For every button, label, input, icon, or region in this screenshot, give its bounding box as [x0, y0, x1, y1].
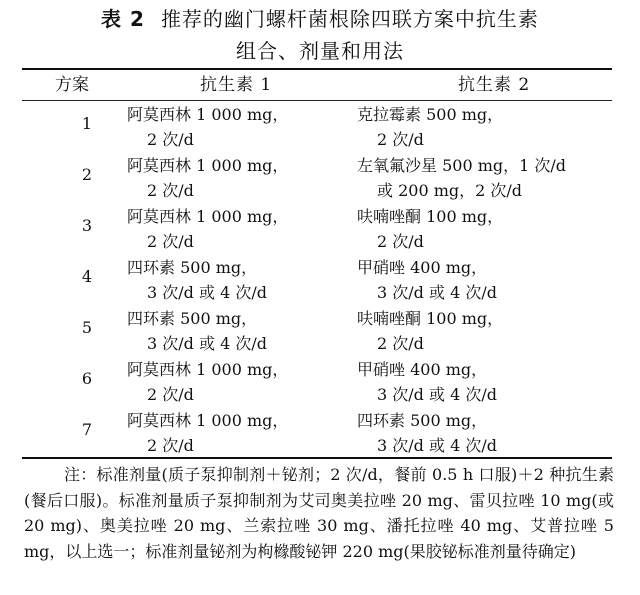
table-number: 表 2 — [101, 7, 145, 31]
dose-line: 呋喃唑酮 100 mg， — [357, 207, 504, 226]
scheme-number: 3 — [81, 216, 93, 235]
scheme-number: 6 — [81, 369, 93, 388]
frequency-line: 2 次/d — [377, 232, 424, 251]
dose-line: 阿莫西林 1 000 mg， — [127, 156, 289, 175]
footnote-text: 注：标准剂量(质子泵抑制剂＋铋剂；2 次/d，餐前 0.5 h 口服)＋2 种抗生素(餐后口服)。标准剂量质子泵抑制剂为艾司奥美拉唑 20 mg、雷贝拉唑 10 mg(或 20 mg)、奥美拉唑 20 mg、兰索拉唑 30 mg、潘托拉唑 40 mg、艾普拉唑 5 mg，以上选一；标准剂量铋剂为枸橼酸铋钾 220 mg(果胶铋标准剂量待确定) — [24, 465, 614, 561]
dose-line: 四环素 500 mg， — [127, 309, 258, 328]
table-row — [22, 306, 612, 357]
antibiotic-1-cell — [127, 357, 288, 407]
antibiotic-2-cell — [357, 255, 497, 305]
bottom-rule — [22, 457, 612, 459]
antibiotic-1-cell — [127, 255, 267, 305]
frequency-line: 3 次/d 或 4 次/d — [377, 436, 497, 455]
table-title-line1: 推荐的幽门螺杆菌根除四联方案中抗生素 — [160, 7, 539, 31]
antibiotic-1-cell — [127, 306, 267, 356]
antibiotic-1-cell — [127, 153, 288, 203]
table-row — [22, 153, 612, 204]
dose-line: 阿莫西林 1 000 mg， — [127, 411, 289, 430]
dose-line: 四环素 500 mg， — [357, 411, 488, 430]
scheme-number: 5 — [81, 318, 93, 337]
antibiotic-2-cell — [357, 357, 497, 407]
frequency-line: 3 次/d 或 4 次/d — [377, 283, 497, 302]
header-rule — [22, 100, 612, 101]
table-row — [22, 357, 612, 408]
table-title-line2: 组合、剂量和用法 — [236, 39, 404, 63]
frequency-line: 2 次/d — [147, 181, 194, 200]
frequency-line: 3 次/d 或 4 次/d — [147, 283, 267, 302]
antibiotic-1-cell — [127, 102, 288, 152]
frequency-line: 或 200 mg，2 次/d — [377, 181, 523, 200]
dose-line: 阿莫西林 1 000 mg， — [127, 207, 289, 226]
frequency-line: 2 次/d — [377, 334, 424, 353]
dose-line: 克拉霉素 500 mg， — [357, 105, 504, 124]
antibiotic-2-cell — [357, 204, 503, 254]
frequency-line: 2 次/d — [147, 436, 194, 455]
frequency-line: 2 次/d — [377, 130, 424, 149]
dose-line: 左氧氟沙星 500 mg，1 次/d — [357, 156, 567, 175]
frequency-line: 2 次/d — [147, 385, 194, 404]
antibiotic-2-cell — [357, 408, 497, 458]
top-rule — [22, 68, 612, 70]
antibiotic-2-cell — [357, 102, 503, 152]
frequency-line: 3 次/d 或 4 次/d — [377, 385, 497, 404]
frequency-line: 3 次/d 或 4 次/d — [147, 334, 267, 353]
scheme-number: 1 — [81, 114, 93, 133]
dose-line: 阿莫西林 1 000 mg， — [127, 360, 289, 379]
table-row — [22, 408, 612, 459]
antibiotic-1-cell — [127, 204, 288, 254]
header-antibiotic-1: 抗生素 1 — [200, 75, 273, 95]
dose-line: 甲硝唑 400 mg， — [357, 360, 488, 379]
header-antibiotic-2: 抗生素 2 — [458, 75, 531, 95]
table-footnote — [24, 462, 614, 564]
antibiotic-1-cell — [127, 408, 288, 458]
antibiotic-2-cell — [357, 153, 566, 203]
dose-line: 阿莫西林 1 000 mg， — [127, 105, 289, 124]
frequency-line: 2 次/d — [147, 130, 194, 149]
table-row — [22, 255, 612, 306]
antibiotic-2-cell — [357, 306, 503, 356]
header-scheme: 方案 — [55, 75, 89, 95]
dose-line: 甲硝唑 400 mg， — [357, 258, 488, 277]
frequency-line: 2 次/d — [147, 232, 194, 251]
table-row — [22, 204, 612, 255]
table-row — [22, 102, 612, 153]
scheme-number: 7 — [81, 420, 93, 439]
dose-line: 呋喃唑酮 100 mg， — [357, 309, 504, 328]
scheme-number: 2 — [81, 165, 93, 184]
table-title — [0, 6, 640, 32]
dose-line: 四环素 500 mg， — [127, 258, 258, 277]
scheme-number: 4 — [81, 267, 93, 286]
